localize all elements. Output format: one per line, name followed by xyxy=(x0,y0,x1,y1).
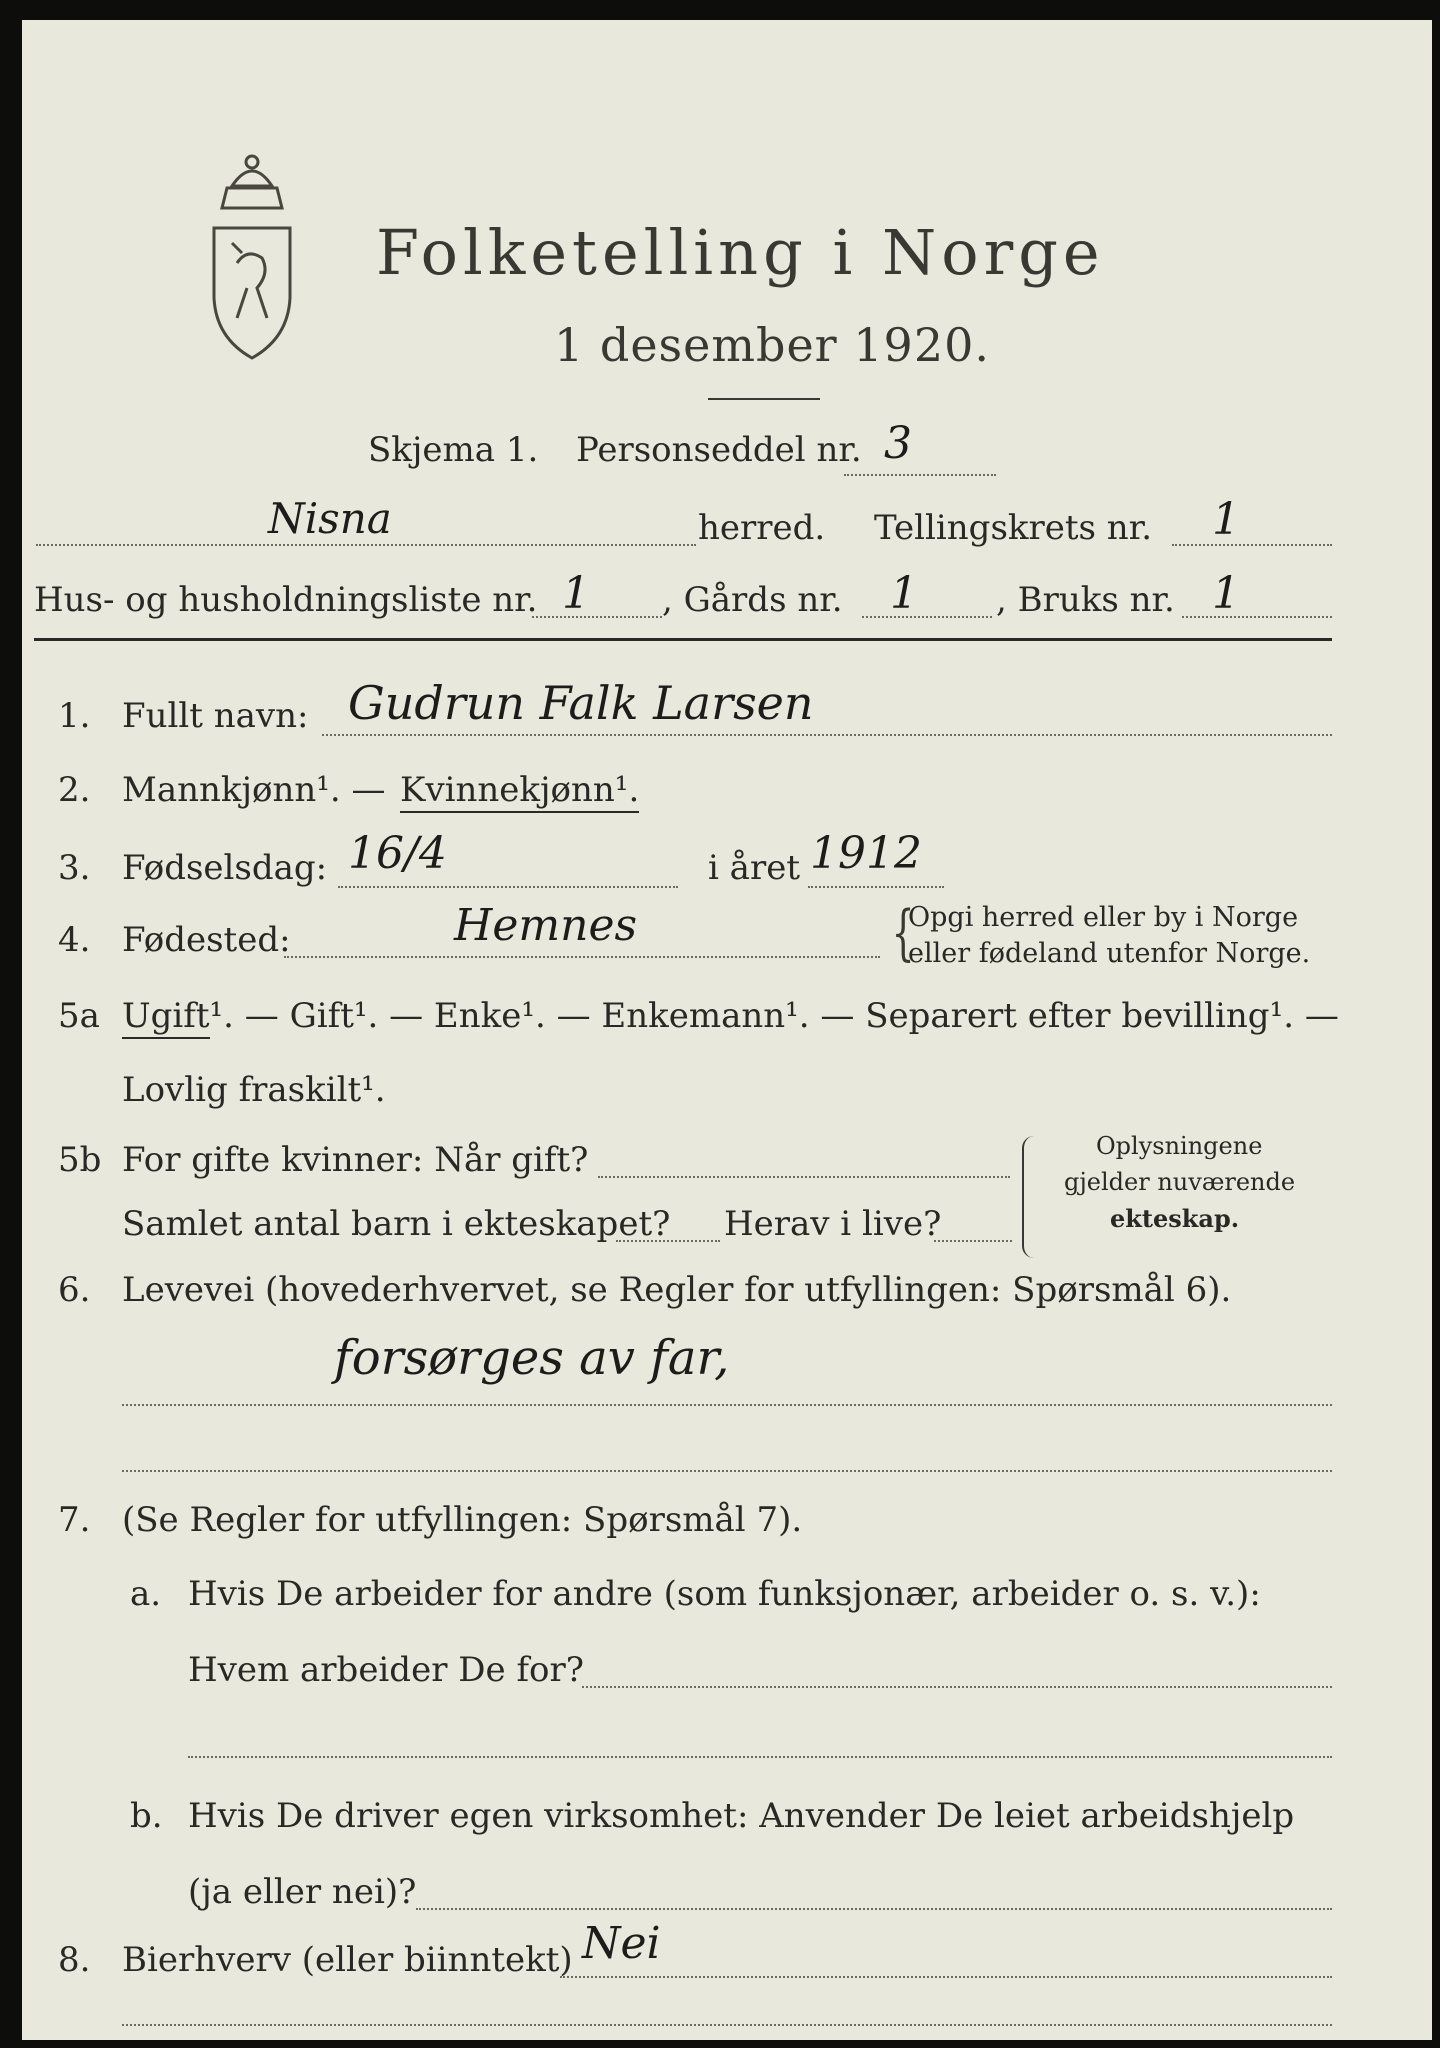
q7-label: (Se Regler for utfyllingen: Spørsmål 7). xyxy=(122,1500,803,1540)
tellingskrets-value: 1 xyxy=(1212,494,1240,545)
title-rule xyxy=(708,398,820,400)
q4-value: Hemnes xyxy=(454,900,638,951)
q3-number: 3. xyxy=(58,848,91,888)
q5b-number: 5b xyxy=(58,1140,102,1180)
q5b-alive-label: Herav i live? xyxy=(724,1204,942,1244)
tellingskrets-label: Tellingskrets nr. xyxy=(874,508,1153,548)
q8-label: Bierhverv (eller biinntekt) xyxy=(122,1940,573,1980)
q5b-bracket xyxy=(1022,1136,1036,1258)
q3-line xyxy=(338,886,678,888)
q5b-married-line xyxy=(598,1176,1010,1178)
q4-number: 4. xyxy=(58,920,91,960)
q5a-options xyxy=(122,996,1339,1036)
q5a-line2: Lovlig fraskilt¹. xyxy=(122,1070,386,1110)
q4-note-line2: eller fødeland utenfor Norge. xyxy=(908,938,1311,969)
q8-line xyxy=(560,1976,1332,1978)
person-label: Personseddel nr. xyxy=(576,430,862,470)
q8-value: Nei xyxy=(582,1918,661,1969)
q1-value: Gudrun Falk Larsen xyxy=(348,676,814,730)
q7-number: 7. xyxy=(58,1500,91,1540)
herred-label: herred. xyxy=(698,508,826,548)
q4-note-line1: Opgi herred eller by i Norge xyxy=(908,902,1299,933)
bruks-line xyxy=(1182,616,1332,618)
q1-line xyxy=(322,734,1332,736)
bruks-label: , Bruks nr. xyxy=(996,580,1175,620)
person-nr-value: 3 xyxy=(884,418,912,469)
gards-label: , Gårds nr. xyxy=(662,580,843,620)
hus-label: Hus- og husholdningsliste nr. xyxy=(34,580,538,620)
herred-value: Nisna xyxy=(268,494,392,543)
q7a-letter: a. xyxy=(130,1574,162,1614)
person-nr-line xyxy=(844,474,996,476)
tellingskrets-line xyxy=(1172,544,1332,546)
q4-label: Fødested: xyxy=(122,920,291,960)
census-date: 1 desember 1920. xyxy=(554,318,990,372)
q3-value: 16/4 xyxy=(348,828,447,879)
q7a-line1 xyxy=(582,1686,1332,1688)
q1-number: 1. xyxy=(58,696,91,736)
q2-female-underlined: Kvinnekjønn¹. xyxy=(400,770,639,813)
q2-male: Mannkjønn¹. — xyxy=(122,770,386,810)
coat-of-arms-icon xyxy=(192,148,312,368)
q6-value: forsørges av far, xyxy=(334,1330,730,1386)
form-title: Folketelling i Norge xyxy=(376,216,1105,289)
q1-label: Fullt navn: xyxy=(122,696,309,736)
q5b-label: For gifte kvinner: Når gift? xyxy=(122,1140,589,1180)
herred-line xyxy=(36,544,696,546)
q5a-number: 5a xyxy=(58,996,100,1036)
q4-brace-icon: { xyxy=(891,898,915,968)
q5b-note-line2: gjelder nuværende xyxy=(1064,1168,1296,1196)
q8-extra-line xyxy=(122,2024,1332,2026)
q3-label: Fødselsdag: xyxy=(122,848,328,888)
q8-number: 8. xyxy=(58,1940,91,1980)
q3-year-line xyxy=(808,886,944,888)
q5b-children-label: Samlet antal barn i ekteskapet? xyxy=(122,1204,671,1244)
q7b-label: Hvis De driver egen virksomhet: Anvender De leiet arbeidshjelp xyxy=(188,1796,1295,1836)
bruks-value: 1 xyxy=(1212,568,1240,619)
q6-line2 xyxy=(122,1470,1332,1472)
q5b-alive-line xyxy=(934,1240,1012,1242)
q4-line xyxy=(284,956,880,958)
q6-line1 xyxy=(122,1404,1332,1406)
q5b-children-line xyxy=(616,1240,720,1242)
q5b-note-line1: Oplysningene xyxy=(1096,1132,1263,1160)
q5a-other-options: ¹. — Gift¹. — Enke¹. — Enkemann¹. — Separert efter bevilling¹. — xyxy=(209,996,1339,1036)
q7a-label: Hvis De arbeider for andre (som funksjonær, arbeider o. s. v.): xyxy=(188,1574,1261,1614)
q6-number: 6. xyxy=(58,1270,91,1310)
q5b-note-line3: ekteskap. xyxy=(1110,1204,1240,1233)
q3-year-label: i året xyxy=(708,848,800,888)
q6-label: Levevei (hovederhvervet, se Regler for utfyllingen: Spørsmål 6). xyxy=(122,1270,1232,1310)
q7b-line2-label: (ja eller nei)? xyxy=(188,1872,417,1912)
q7a-line2-label: Hvem arbeider De for? xyxy=(188,1650,584,1690)
gards-value: 1 xyxy=(890,568,918,619)
hus-line xyxy=(532,616,662,618)
q3-year-value: 1912 xyxy=(810,828,922,879)
q7b-letter: b. xyxy=(130,1796,163,1836)
census-form-page xyxy=(22,20,1432,2040)
q5a-ugift-underlined: Ugift xyxy=(122,996,210,1039)
hus-value: 1 xyxy=(562,568,590,619)
section-divider xyxy=(34,638,1332,641)
q7b-line xyxy=(416,1908,1332,1910)
gards-line xyxy=(862,616,992,618)
q7a-line2 xyxy=(188,1756,1332,1758)
q2-number: 2. xyxy=(58,770,91,810)
schema-label: Skjema 1. xyxy=(368,430,539,470)
